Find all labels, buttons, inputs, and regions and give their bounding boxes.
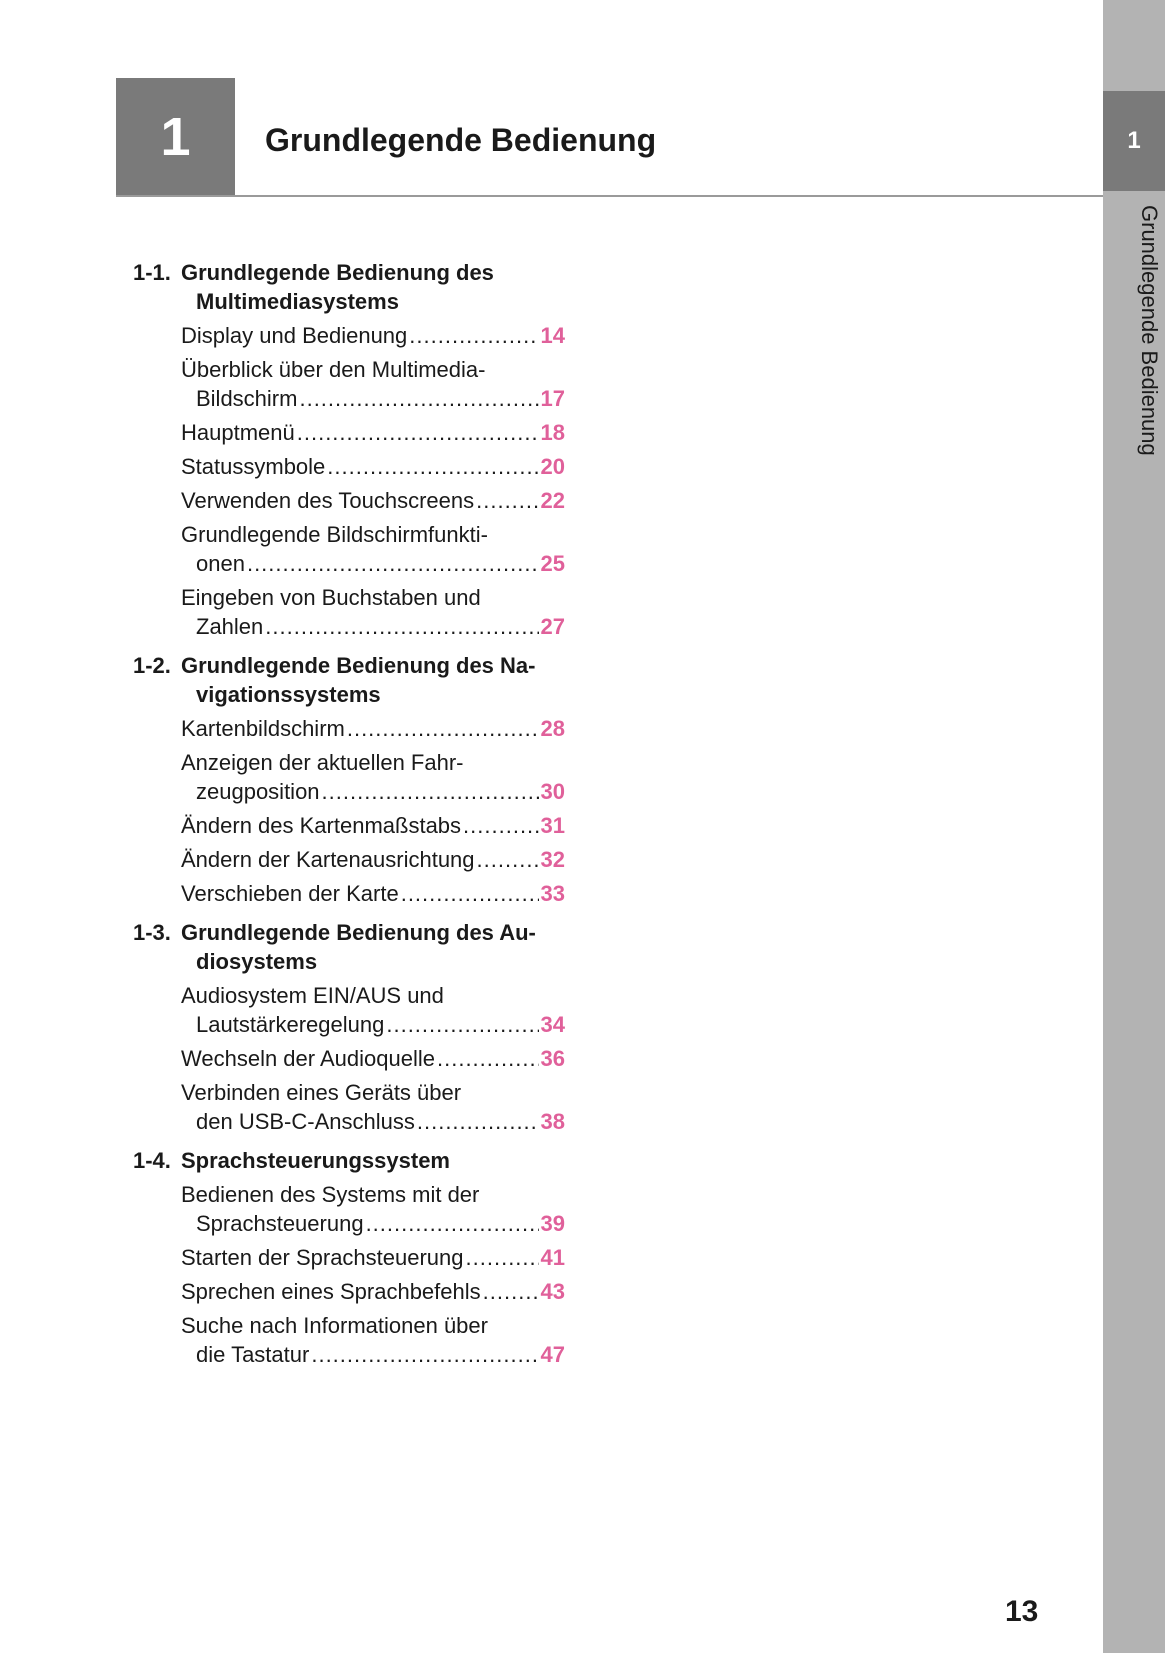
toc-section-heading [133, 1146, 565, 1175]
toc-entry[interactable] [133, 1180, 565, 1238]
toc-entry[interactable] [133, 321, 565, 350]
toc-page-number[interactable]: 22 [540, 488, 565, 513]
toc-entry-text: Bildschirm [196, 386, 298, 411]
toc-section [133, 258, 565, 641]
toc-entry-text: den USB-C-Anschluss [196, 1109, 415, 1134]
toc-entry[interactable] [133, 879, 565, 908]
chapter-divider [116, 195, 1103, 197]
toc-section-title-line2: Multimediasystems [196, 289, 399, 314]
toc-page-number[interactable]: 17 [540, 386, 565, 411]
toc-section-number: 1-2. [133, 653, 171, 678]
toc-page-number[interactable]: 41 [540, 1245, 565, 1270]
toc-entry-text: zeugposition [196, 779, 320, 804]
toc-section-heading [133, 918, 565, 976]
toc-entry[interactable] [133, 486, 565, 515]
toc-entry[interactable] [133, 1277, 565, 1306]
toc-entry-text: onen [196, 551, 245, 576]
toc-entry[interactable] [133, 583, 565, 641]
toc-section-title-line2: vigationssystems [196, 682, 381, 707]
toc-section-title [181, 258, 565, 316]
toc-leader-dots [483, 1277, 539, 1306]
toc-leader-dots [247, 549, 539, 578]
toc-section-heading [133, 258, 565, 316]
toc-leader-dots [409, 321, 538, 350]
toc-section-title-line2: diosystems [196, 949, 318, 974]
toc-entry[interactable] [133, 845, 565, 874]
table-of-contents [133, 258, 565, 1369]
toc-entry-text-line1: Audiosystem EIN/AUS und [181, 983, 444, 1008]
toc-entry[interactable] [133, 1044, 565, 1073]
toc-entry[interactable] [133, 520, 565, 578]
toc-entry-text-line1: Überblick über den Multimedia- [181, 357, 486, 382]
toc-entry-text: Ändern des Kartenmaßstabs [181, 813, 462, 838]
toc-page-number[interactable]: 39 [540, 1211, 565, 1236]
toc-leader-dots [401, 879, 539, 908]
toc-entry-text: Display und Bedienung [181, 323, 408, 348]
toc-leader-dots [417, 1107, 539, 1136]
toc-page-number[interactable]: 36 [540, 1046, 565, 1071]
toc-section-heading [133, 651, 565, 709]
toc-leader-dots [265, 612, 538, 641]
side-tab-chapter-number[interactable]: 1 [1103, 91, 1165, 191]
side-tab-title: Grundlegende Bedienung [1137, 205, 1162, 456]
toc-entry[interactable] [133, 355, 565, 413]
toc-page-number[interactable]: 27 [540, 614, 565, 639]
toc-leader-dots [299, 384, 538, 413]
toc-entry-text: Verschieben der Karte [181, 881, 399, 906]
toc-entry[interactable] [133, 981, 565, 1039]
toc-page-number[interactable]: 30 [540, 779, 565, 804]
toc-section-number: 1-3. [133, 920, 171, 945]
toc-section-title-line1: Sprachsteuerungssystem [181, 1148, 450, 1173]
toc-leader-dots [477, 845, 539, 874]
toc-section-title [181, 1146, 565, 1175]
toc-entry-text: Hauptmenü [181, 420, 295, 445]
toc-leader-dots [327, 452, 538, 481]
toc-section-title-line1: Grundlegende Bedienung des Na- [181, 653, 536, 678]
toc-entry[interactable] [133, 1311, 565, 1369]
toc-entry[interactable] [133, 748, 565, 806]
toc-section [133, 651, 565, 908]
toc-entry[interactable] [133, 1243, 565, 1272]
toc-page-number[interactable]: 32 [540, 847, 565, 872]
toc-entry[interactable] [133, 1078, 565, 1136]
toc-entry-text: Statussymbole [181, 454, 326, 479]
toc-leader-dots [311, 1340, 538, 1369]
toc-page-number[interactable]: 25 [540, 551, 565, 576]
toc-page-number[interactable]: 20 [540, 454, 565, 479]
toc-section [133, 1146, 565, 1369]
toc-entry[interactable] [133, 714, 565, 743]
toc-page-number[interactable]: 28 [540, 716, 565, 741]
toc-entry-text-line1: Anzeigen der aktuellen Fahr- [181, 750, 464, 775]
toc-page-number[interactable]: 34 [540, 1012, 565, 1037]
toc-page-number[interactable]: 47 [540, 1342, 565, 1367]
toc-section-number: 1-4. [133, 1148, 171, 1173]
toc-leader-dots [322, 777, 539, 806]
toc-leader-dots [386, 1010, 538, 1039]
toc-leader-dots [437, 1044, 539, 1073]
toc-entry-text: Lautstärkeregelung [196, 1012, 385, 1037]
toc-entry-text: Kartenbildschirm [181, 716, 345, 741]
chapter-number-box: 1 [116, 78, 235, 196]
toc-entry-text-line1: Eingeben von Buchstaben und [181, 585, 481, 610]
toc-entry-text: Starten der Sprachsteuerung [181, 1245, 464, 1270]
toc-leader-dots [347, 714, 539, 743]
toc-entry-text: Sprachsteuerung [196, 1211, 364, 1236]
toc-page-number[interactable]: 38 [540, 1109, 565, 1134]
toc-section [133, 918, 565, 1136]
chapter-title: Grundlegende Bedienung [265, 122, 657, 158]
toc-entry[interactable] [133, 811, 565, 840]
toc-entry-text-line1: Verbinden eines Geräts über [181, 1080, 462, 1105]
toc-leader-dots [476, 486, 538, 515]
toc-entry-text-line1: Suche nach Informationen über [181, 1313, 488, 1338]
toc-entry-text-line1: Grundlegende Bildschirmfunkti- [181, 522, 488, 547]
toc-entry-text: Ändern der Kartenausrichtung [181, 847, 475, 872]
toc-entry-text: Zahlen [196, 614, 264, 639]
toc-entry-text: Verwenden des Touchscreens [181, 488, 475, 513]
toc-entry-text-line1: Bedienen des Systems mit der [181, 1182, 480, 1207]
toc-page-number[interactable]: 43 [540, 1279, 565, 1304]
page-number: 13 [1005, 1595, 1039, 1628]
toc-section-title-line1: Grundlegende Bedienung des [181, 260, 494, 285]
toc-entry-text: Sprechen eines Sprachbefehls [181, 1279, 481, 1304]
toc-page-number[interactable]: 31 [540, 813, 565, 838]
toc-entry[interactable] [133, 452, 565, 481]
toc-section-title [181, 918, 565, 976]
toc-entry-text: die Tastatur [196, 1342, 310, 1367]
toc-page-number[interactable]: 14 [540, 323, 565, 348]
toc-entry-text: Wechseln der Audioquelle [181, 1046, 435, 1071]
toc-section-title-line1: Grundlegende Bedienung des Au- [181, 920, 536, 945]
toc-leader-dots [366, 1209, 539, 1238]
toc-leader-dots [466, 1243, 539, 1272]
toc-page-number[interactable]: 33 [540, 881, 565, 906]
toc-page-number[interactable]: 18 [540, 420, 565, 445]
toc-leader-dots [463, 811, 538, 840]
toc-section-title [181, 651, 565, 709]
toc-section-number: 1-1. [133, 260, 171, 285]
toc-leader-dots [297, 418, 539, 447]
toc-entry[interactable] [133, 418, 565, 447]
